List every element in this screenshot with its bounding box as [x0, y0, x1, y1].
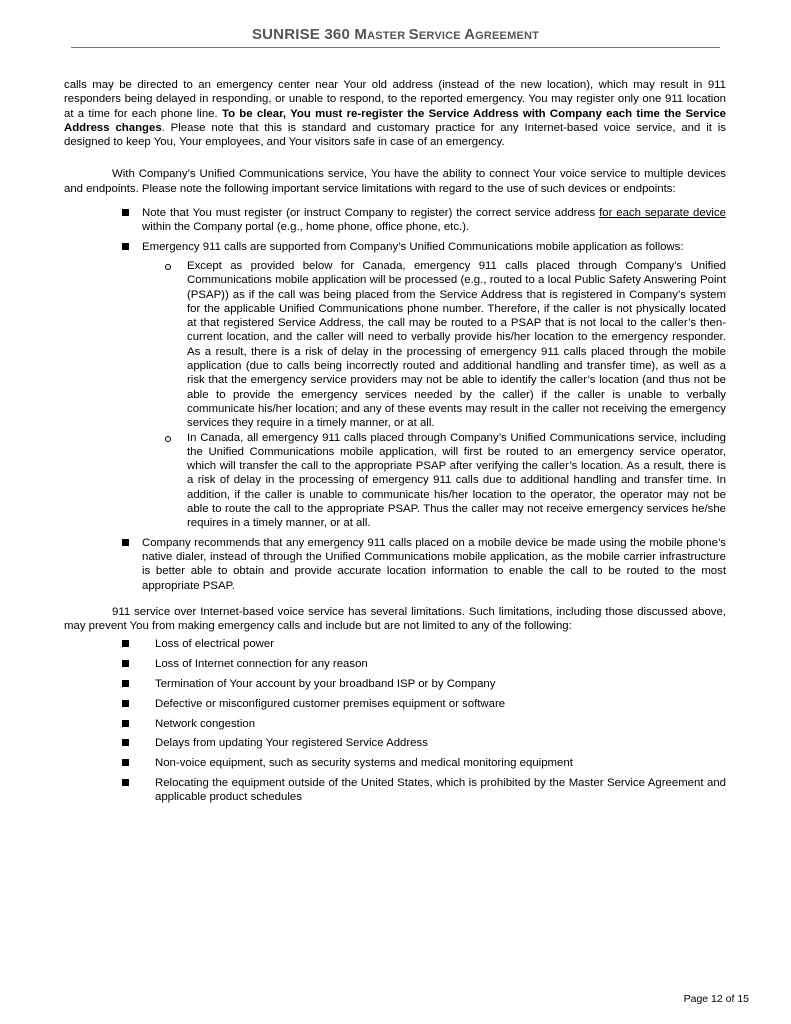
header-title-part: GREEMENT: [475, 30, 540, 42]
square-bullet-icon: [122, 539, 129, 546]
underlined-text: for each separate device: [599, 207, 726, 220]
list-item: [64, 776, 726, 805]
list-item-text: Relocating the equipment outside of the United States, which is prohibited by the Master Service Agreement and applicable product schedules: [155, 776, 726, 804]
list-item: [64, 240, 726, 531]
list-item: [64, 657, 726, 671]
sub-list: [142, 259, 726, 531]
paragraph-text: . Please note that this is standard and customary practice for any Internet-based voice service, and it is designed to keep You, Your employees, and Your visitors safe in case of an emergency.: [64, 121, 726, 149]
circle-bullet-icon: [165, 436, 171, 442]
square-bullet-icon: [122, 209, 129, 216]
sub-list-item: [142, 259, 726, 431]
list-item-text: Loss of electrical power: [155, 638, 275, 651]
header-title-part: ASTER: [367, 30, 409, 42]
circle-bullet-icon: [165, 264, 171, 270]
square-bullet-icon: [122, 700, 129, 707]
header-divider: [71, 47, 720, 48]
square-bullet-icon: [122, 779, 129, 786]
square-bullet-icon: [122, 720, 129, 727]
list-item: [64, 717, 726, 731]
document-header: [0, 26, 791, 43]
list-item: [64, 736, 726, 750]
header-title-part: ERVICE: [418, 30, 465, 42]
list-item: [64, 677, 726, 691]
list-item-text: Defective or misconfigured customer premises equipment or software: [155, 697, 506, 710]
square-bullet-icon: [122, 660, 129, 667]
page-number: Page 12 of 15: [683, 993, 749, 1005]
service-limitations-list: [64, 637, 726, 804]
list-item-text: Non-voice equipment, such as security systems and medical monitoring equipment: [155, 757, 573, 770]
square-bullet-icon: [122, 640, 129, 647]
device-limitations-list: [64, 206, 726, 593]
square-bullet-icon: [122, 243, 129, 250]
list-item-text: Company recommends that any emergency 911 calls placed on a mobile device be made using the mobile phone’s native dialer, instead of through the Unified Communications mobile application, as the mobile carrier infrastructure is better able to obtain and provide accurate location information to enable the call to be routed to the most appropriate PSAP.: [142, 536, 726, 592]
sub-list-item-text: Except as provided below for Canada, emergency 911 calls placed through Company’s Unified Communications mobile application will be processed (e.g., routed to a local Public Safety Answering Point (PSAP)) as if the call was being placed from the Service Address that is registered in Company’s system for the applicable Unified Communications phone number. Therefore, if the caller is not physically located at that registered Service Address, the call may be routed to a PSAP that is not local to the caller’s then-current location, and the caller will need to verbally provide his/her location to the emergency responder. As a result, there is a risk of delay in the processing of emergency 911 calls placed through the mobile application (due to calls being incorrectly routed and additional handling and transfer time), as well as a risk that the emergency service providers may not be able to identify the caller’s location (and thus not be able to provide the emergency services needed by the caller) if the caller is unable to verbally communicate his/her location; and any of these events may result in the caller not receiving the emergency services they require in a timely manner, or at all.: [187, 259, 726, 430]
header-title-part: SUNRISE 360 M: [251, 26, 368, 43]
sub-list-item-text: In Canada, all emergency 911 calls placed through Company’s Unified Communications service, including the Unified Communications mobile application, will first be routed to an emergency service operator, which will transfer the call to the appropriate PSAP after verifying the caller’s location. As a result, there is a risk of delay in the processing of emergency 911 calls due to additional handling and transfer time. In addition, if the caller is unable to communicate his/her location to the operator, the operator may not be able to route the call to the appropriate PSAP. Thus the caller may not receive emergency services he/she requires in a timely manner, or at all.: [187, 431, 726, 530]
list-item: [64, 697, 726, 711]
paragraph-relocation: [64, 78, 726, 149]
paragraph-bold-text: To be clear, You must re-register the Service Address with Company each time the Service Address changes: [64, 107, 726, 134]
paragraph-911-limitations: 911 service over Internet-based voice service has several limitations. Such limitations, including those discussed above, may prevent You from making emergency calls and include but are not limited to any of the following:: [64, 605, 726, 633]
square-bullet-icon: [122, 739, 129, 746]
document-body: [64, 78, 726, 810]
list-item-text: Delays from updating Your registered Service Address: [155, 737, 428, 750]
list-item-text: Network congestion: [155, 717, 256, 730]
list-item-text: Note that You must register (or instruct Company to register) the correct service address: [142, 207, 600, 220]
header-title-part: S: [408, 26, 419, 43]
header-title-part: A: [464, 26, 476, 43]
list-item-text: Termination of Your account by your broadband ISP or by Company: [155, 677, 496, 690]
list-item: [64, 637, 726, 651]
list-item: [64, 206, 726, 235]
list-item: [64, 756, 726, 770]
list-item-text: within the Company portal (e.g., home phone, office phone, etc.).: [142, 221, 470, 234]
list-item-text: Emergency 911 calls are supported from Company’s Unified Communications mobile application as follows:: [142, 240, 684, 253]
list-item-text: Loss of Internet connection for any reason: [155, 658, 368, 671]
square-bullet-icon: [122, 680, 129, 687]
paragraph-text: calls may be directed to an emergency center near Your old address (instead of the new location), which may result in 911 responders being delayed in responding, or unable to respond, to the reported emergency. You may register only one 911 location at a time for each phone line.: [64, 79, 726, 120]
list-item: [64, 536, 726, 593]
square-bullet-icon: [122, 759, 129, 766]
sub-list-item: [142, 431, 726, 531]
paragraph-unified-communications: With Company’s Unified Communications service, You have the ability to connect Your voice service to multiple devices and endpoints. Please note the following important service limitations with regard to the use of such devices or endpoints:: [64, 168, 726, 195]
